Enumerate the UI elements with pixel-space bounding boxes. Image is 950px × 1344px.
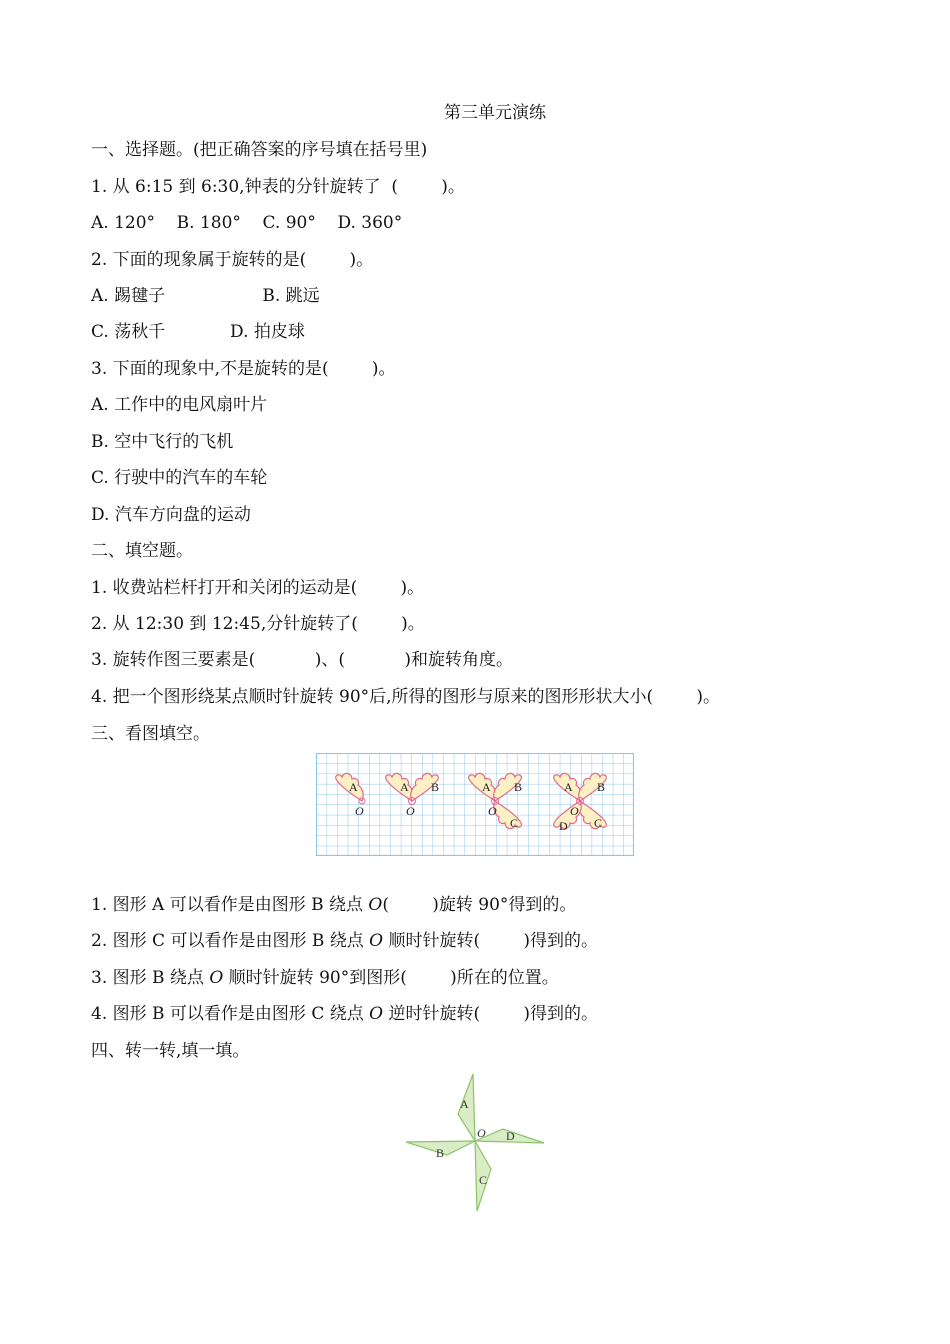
section-3-heading: 三、看图填空。: [91, 724, 210, 744]
q1-3: 3. 下面的现象中,不是旋转的是( )。: [91, 359, 396, 379]
fig1-label-a-2: A: [400, 780, 409, 794]
page-title: 第三单元演练: [444, 103, 546, 123]
fig1-label-c-4: C: [594, 816, 603, 830]
fig1-label-o-1: O: [355, 804, 364, 818]
section-1-heading: 一、选择题。(把正确答案的序号填在括号里): [91, 140, 428, 160]
section-2-heading: 二、填空题。: [91, 541, 193, 561]
petal-grid-figure: [316, 753, 634, 856]
q2-1: 1. 收费站栏杆打开和关闭的运动是( )。: [91, 578, 425, 598]
fig1-label-o-4: O: [570, 804, 579, 818]
q1-2-options-ab: A. 踢毽子 B. 跳远: [91, 286, 320, 306]
q3-3: 3. 图形 B 绕点 O 顺时针旋转 90°到图形( )所在的位置。: [91, 968, 559, 988]
fig2-label-a: A: [460, 1097, 469, 1111]
q3-2: 2. 图形 C 可以看作是由图形 B 绕点 O 顺时针旋转( )得到的。: [91, 931, 598, 951]
pinwheel-svg: [400, 1070, 550, 1215]
fig2-label-o: O: [477, 1126, 486, 1140]
petal-grid-svg: [316, 753, 634, 856]
fig1-label-b-2: B: [431, 780, 440, 794]
fig2-label-b: B: [436, 1146, 445, 1160]
q1-3-option-b: B. 空中飞行的飞机: [91, 432, 234, 452]
fig1-label-o-3: O: [488, 804, 497, 818]
fig1-label-a-3: A: [482, 780, 491, 794]
q1-3-option-d: D. 汽车方向盘的运动: [91, 505, 251, 525]
q2-2: 2. 从 12:30 到 12:45,分针旋转了( )。: [91, 614, 425, 634]
fig1-label-a-4: A: [564, 780, 573, 794]
section-4-heading: 四、转一转,填一填。: [91, 1041, 250, 1061]
q1-2-options-cd: C. 荡秋千 D. 拍皮球: [91, 322, 305, 342]
q1-1: 1. 从 6:15 到 6:30,钟表的分针旋转了 ( )。: [91, 177, 465, 197]
q1-3-option-c: C. 行驶中的汽车的车轮: [91, 468, 268, 488]
q2-4: 4. 把一个图形绕某点顺时针旋转 90°后,所得的图形与原来的图形形状大小( )。: [91, 687, 721, 707]
q1-2: 2. 下面的现象属于旋转的是( )。: [91, 250, 374, 270]
fig1-label-c-3: C: [510, 816, 519, 830]
fig1-label-a-1: A: [349, 780, 358, 794]
fig2-label-d: D: [506, 1129, 515, 1143]
q1-1-options: A. 120° B. 180° C. 90° D. 360°: [91, 213, 403, 233]
fig1-label-b-3: B: [514, 780, 523, 794]
pinwheel-figure: [400, 1070, 550, 1215]
q1-3-option-a: A. 工作中的电风扇叶片: [91, 395, 268, 415]
fig1-label-d-4: D: [559, 819, 568, 833]
fig1-label-o-2: O: [406, 804, 415, 818]
fig2-label-c: C: [479, 1173, 488, 1187]
q3-4: 4. 图形 B 可以看作是由图形 C 绕点 O 逆时针旋转( )得到的。: [91, 1004, 598, 1024]
q2-3: 3. 旋转作图三要素是( )、( )和旋转角度。: [91, 650, 514, 670]
q3-1: 1. 图形 A 可以看作是由图形 B 绕点 O( )旋转 90°得到的。: [91, 895, 577, 915]
fig1-label-b-4: B: [597, 780, 606, 794]
